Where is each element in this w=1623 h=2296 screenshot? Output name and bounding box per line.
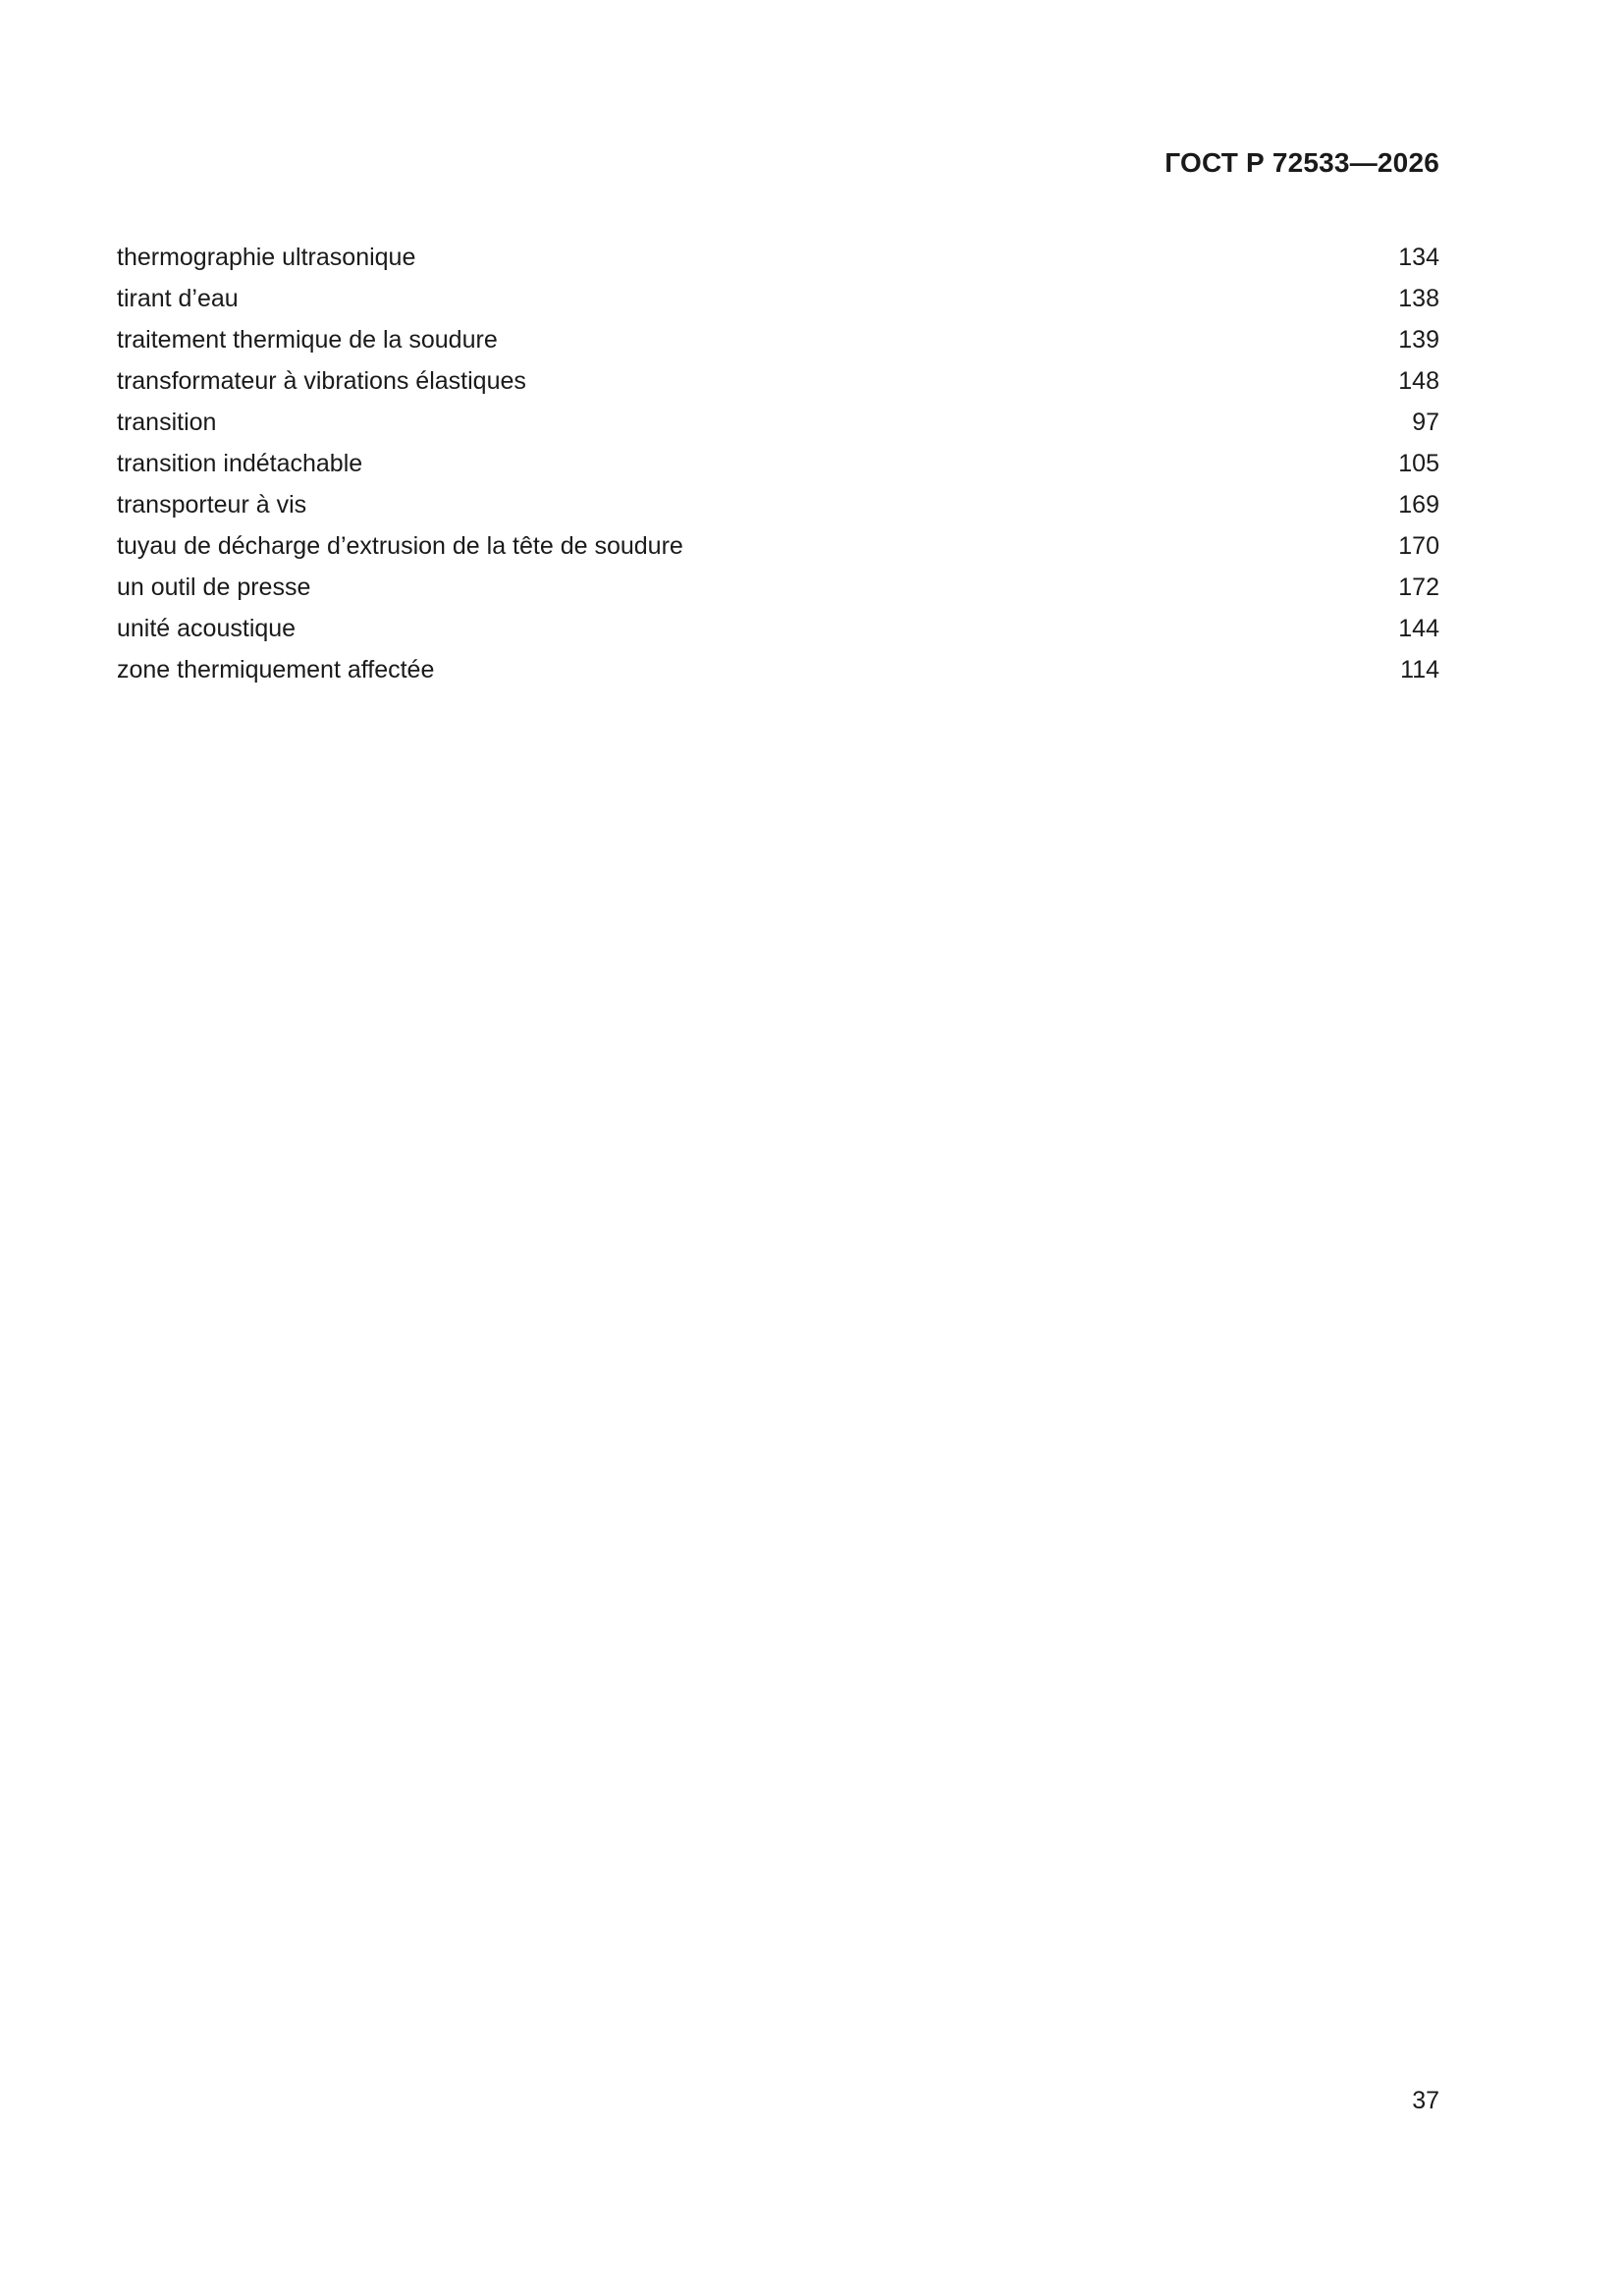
index-term: traitement thermique de la soudure bbox=[117, 326, 498, 354]
page-number: 37 bbox=[1412, 2087, 1439, 2114]
index-entry bbox=[117, 484, 1439, 525]
index-page-ref: 105 bbox=[1398, 450, 1439, 477]
index-page-ref: 148 bbox=[1398, 367, 1439, 395]
index-page-ref: 114 bbox=[1400, 656, 1439, 683]
index-page-ref: 144 bbox=[1398, 615, 1439, 642]
index-term: transformateur à vibrations élastiques bbox=[117, 367, 526, 395]
index-term: zone thermiquement affectée bbox=[117, 656, 435, 683]
index-term: transporteur à vis bbox=[117, 491, 307, 519]
index-term: tuyau de décharge d’extrusion de la tête de soudure bbox=[117, 532, 683, 560]
index-term: un outil de presse bbox=[117, 574, 311, 601]
index-term: thermographie ultrasonique bbox=[117, 244, 416, 271]
index-page-ref: 138 bbox=[1398, 285, 1439, 312]
index-page-ref: 134 bbox=[1398, 244, 1439, 271]
index-page-ref: 169 bbox=[1398, 491, 1439, 519]
index-entry bbox=[117, 237, 1439, 278]
index-entry bbox=[117, 278, 1439, 319]
index-page-ref: 97 bbox=[1412, 409, 1439, 436]
index-entry bbox=[117, 402, 1439, 443]
index-list bbox=[117, 237, 1439, 690]
index-term: transition indétachable bbox=[117, 450, 363, 477]
index-page-ref: 170 bbox=[1398, 532, 1439, 560]
index-entry bbox=[117, 525, 1439, 567]
index-entry bbox=[117, 649, 1439, 690]
index-page-ref: 139 bbox=[1398, 326, 1439, 354]
index-term: transition bbox=[117, 409, 217, 436]
index-entry bbox=[117, 443, 1439, 484]
index-entry bbox=[117, 567, 1439, 608]
index-entry bbox=[117, 360, 1439, 402]
index-term: unité acoustique bbox=[117, 615, 297, 642]
index-entry bbox=[117, 608, 1439, 649]
index-term: tirant d’eau bbox=[117, 285, 239, 312]
index-page-ref: 172 bbox=[1398, 574, 1439, 601]
index-entry bbox=[117, 319, 1439, 360]
document-header: ГОСТ Р 72533—2026 bbox=[1164, 147, 1439, 178]
